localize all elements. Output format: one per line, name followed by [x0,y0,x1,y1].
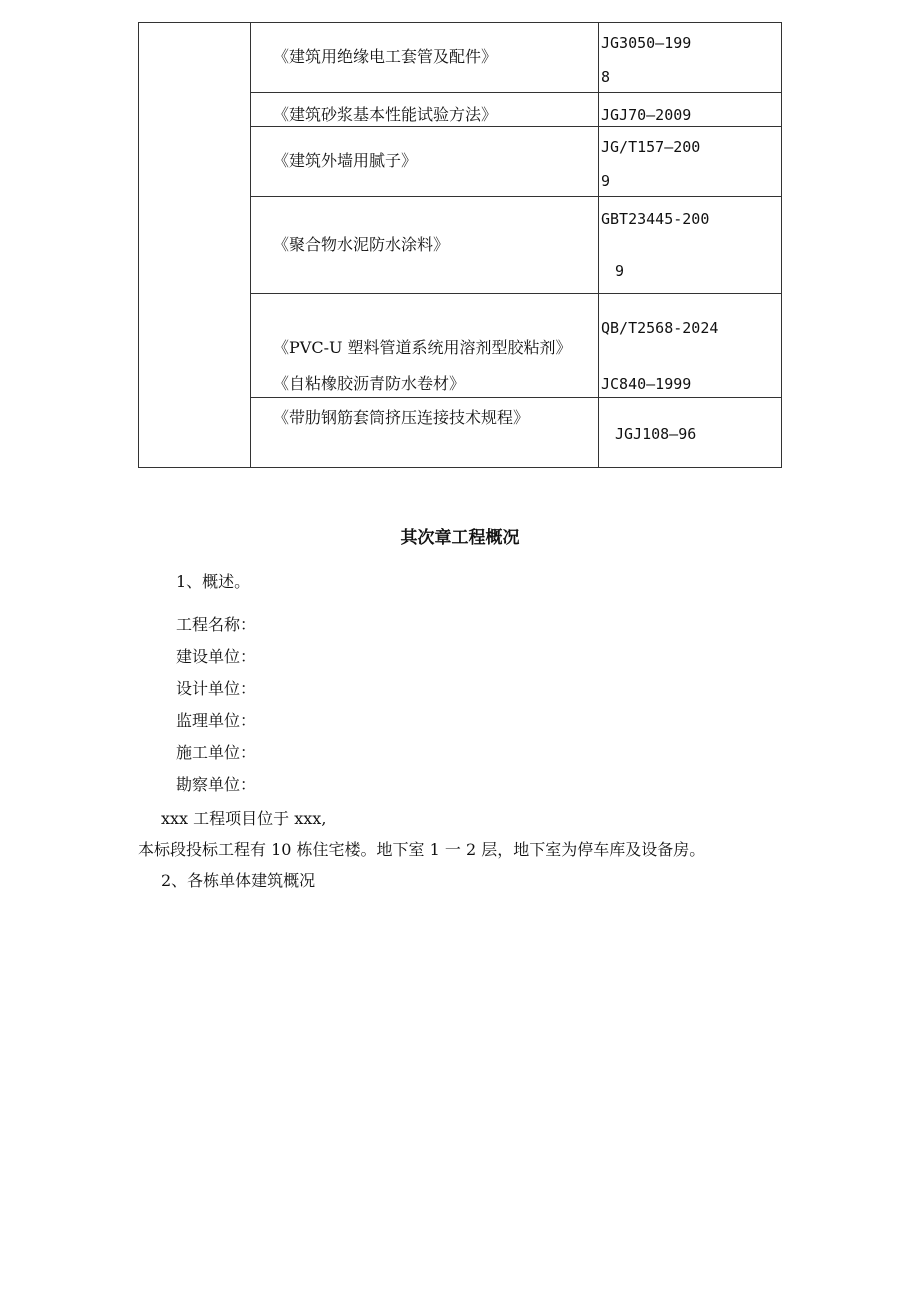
category-cell [139,23,251,468]
standard-code: JGJ70—2009 [599,93,782,127]
standard-code: JG/T157—200 9 [599,127,782,197]
chapter-title: 其次章工程概况 [400,528,520,548]
project-description: 本标段投标工程有 10 栋住宅楼。地下室 1 一 2 层，地下室为停车库及设备房。 [138,840,706,859]
field-design-unit: 设计单位： [176,679,257,698]
table-row [139,23,782,93]
standard-name: 《PVC-U 塑料管道系统用溶剂型胶粘剂》 《自粘橡胶沥青防水卷材》 [251,294,599,398]
standard-name: 《带肋钢筋套筒挤压连接技术规程》 [251,398,599,468]
field-contractor-unit: 施工单位： [176,743,257,762]
section-heading: 2、各栋单体建筑概况 [161,871,316,890]
standard-name: 《建筑外墙用腻子》 [251,127,599,197]
standard-code: GBT23445-200 9 [599,197,782,294]
standard-code: JGJ108—96 [599,398,782,468]
standard-code: QB/T2568-2024 JC840—1999 [599,294,782,398]
project-location: xxx 工程项目位于 xxx, [161,809,327,828]
standards-table [138,22,782,468]
standard-name: 《聚合物水泥防水涂料》 [251,197,599,294]
field-project-name: 工程名称： [176,615,257,634]
standard-code: JG3050—199 8 [599,23,782,93]
field-survey-unit: 勘察单位： [176,775,257,794]
field-construction-unit: 建设单位： [176,647,257,666]
standard-name: 《建筑用绝缘电工套管及配件》 [251,23,599,93]
field-supervision-unit: 监理单位： [176,711,257,730]
standard-name: 《建筑砂浆基本性能试验方法》 [251,93,599,127]
section-heading: 1、概述。 [176,572,251,591]
